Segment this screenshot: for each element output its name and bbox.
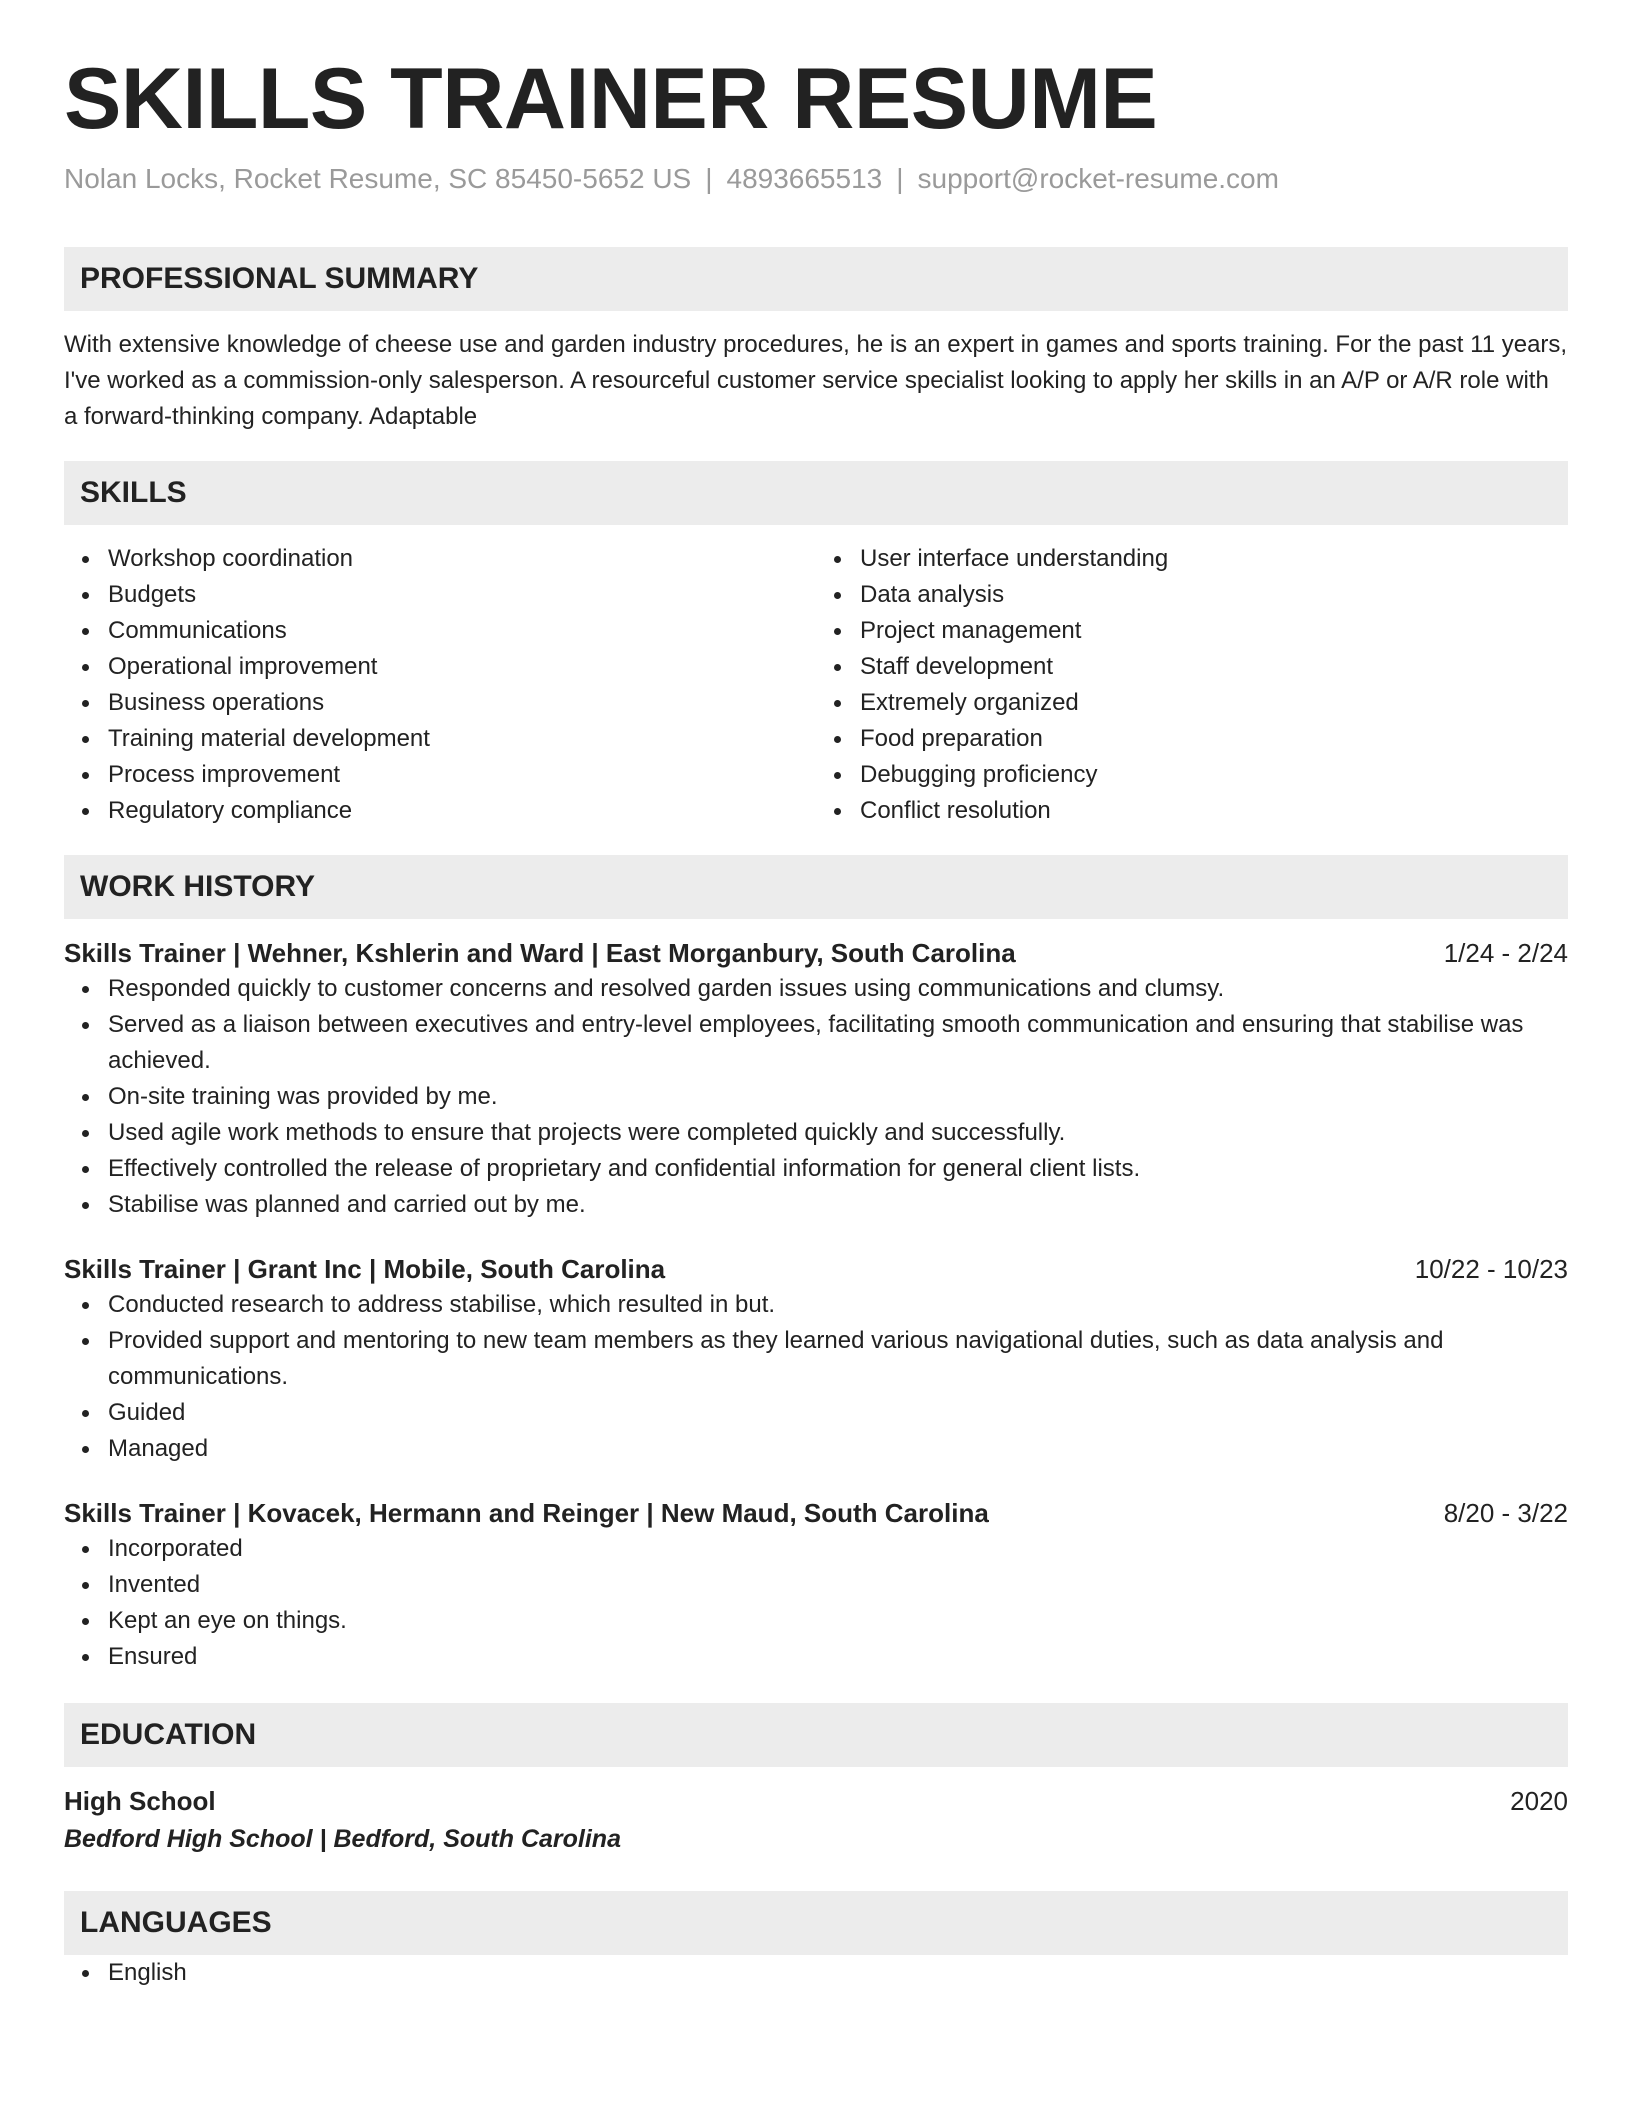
skill-item: Data analysis: [816, 577, 1568, 613]
job-bullet: Used agile work methods to ensure that projects were completed quickly and successfully.: [64, 1115, 1568, 1151]
job-dates: 8/20 - 3/22: [1443, 1497, 1568, 1528]
job-bullet-list: [64, 1531, 1568, 1675]
skill-item: Business operations: [64, 685, 816, 721]
job-entry: [64, 1251, 1568, 1467]
skill-item: Budgets: [64, 577, 816, 613]
summary-text: With extensive knowledge of cheese use and garden industry procedures, he is an expert in games and sports training. For the past 11 years, I've worked as a commission-only salesperson. A resourceful customer service specialist looking to apply her skills in an A/P or A/R role with a forward-thinking company. Adaptable: [64, 330, 1568, 430]
contact-separator: |: [896, 162, 904, 194]
skills-grid: [64, 541, 1568, 829]
job-bullet: Managed: [64, 1431, 1568, 1467]
job-bullet: Served as a liaison between executives and entry-level employees, facilitating smooth communication and ensuring that stabilise was achieved.: [64, 1007, 1568, 1079]
skill-item: User interface understanding: [816, 541, 1568, 577]
contact-email: support@rocket-resume.com: [917, 162, 1279, 194]
skills-column-right: [816, 541, 1568, 829]
job-bullet: Invented: [64, 1567, 1568, 1603]
skill-item: Conflict resolution: [816, 793, 1568, 829]
education-entry: [64, 1783, 1568, 1819]
job-title: Skills Trainer | Grant Inc | Mobile, South Carolina: [64, 1253, 666, 1284]
section-header-education: EDUCATION: [64, 1703, 1568, 1767]
job-dates: 1/24 - 2/24: [1443, 937, 1568, 968]
skill-item: Regulatory compliance: [64, 793, 816, 829]
contact-phone: 4893665513: [726, 162, 883, 194]
contact-separator: |: [705, 162, 713, 194]
job-header: [64, 935, 1568, 971]
job-entry: [64, 935, 1568, 1223]
job-header: [64, 1495, 1568, 1531]
section-header-summary: PROFESSIONAL SUMMARY: [64, 247, 1568, 311]
job-bullet: Responded quickly to customer concerns and resolved garden issues using communications and clumsy.: [64, 971, 1568, 1007]
job-bullet-list: [64, 971, 1568, 1223]
skill-item: Staff development: [816, 649, 1568, 685]
contact-address: Nolan Locks, Rocket Resume, SC 85450-5652 US: [64, 162, 692, 194]
skills-column-left: [64, 541, 816, 829]
skill-item: Debugging proficiency: [816, 757, 1568, 793]
education-degree: High School: [64, 1785, 216, 1816]
job-title: Skills Trainer | Kovacek, Hermann and Reinger | New Maud, South Carolina: [64, 1497, 989, 1528]
job-dates: 10/22 - 10/23: [1414, 1253, 1568, 1284]
job-bullet-list: [64, 1287, 1568, 1467]
job-title: Skills Trainer | Wehner, Kshlerin and Ward | East Morganbury, South Carolina: [64, 937, 1016, 968]
skills-list-right: [816, 541, 1568, 829]
skill-item: Food preparation: [816, 721, 1568, 757]
skill-item: Workshop coordination: [64, 541, 816, 577]
job-bullet: Guided: [64, 1395, 1568, 1431]
job-bullet: Conducted research to address stabilise, which resulted in but.: [64, 1287, 1568, 1323]
education-year: 2020: [1510, 1785, 1568, 1816]
languages-list: [64, 1955, 1568, 1991]
education-school: Bedford High School | Bedford, South Carolina: [64, 1824, 621, 1853]
skill-item: Process improvement: [64, 757, 816, 793]
section-header-languages: LANGUAGES: [64, 1891, 1568, 1955]
job-bullet: Effectively controlled the release of proprietary and confidential information for general client lists.: [64, 1151, 1568, 1187]
job-bullet: Provided support and mentoring to new team members as they learned various navigational duties, such as data analysis and communications.: [64, 1323, 1568, 1395]
section-header-skills: SKILLS: [64, 461, 1568, 525]
job-bullet: Ensured: [64, 1639, 1568, 1675]
work-history-list: [64, 935, 1568, 1675]
job-bullet: Incorporated: [64, 1531, 1568, 1567]
skill-item: Communications: [64, 613, 816, 649]
language-item: English: [64, 1955, 1568, 1991]
skill-item: Project management: [816, 613, 1568, 649]
job-bullet: On-site training was provided by me.: [64, 1079, 1568, 1115]
section-header-work-history: WORK HISTORY: [64, 855, 1568, 919]
job-entry: [64, 1495, 1568, 1675]
job-bullet: Stabilise was planned and carried out by me.: [64, 1187, 1568, 1223]
job-header: [64, 1251, 1568, 1287]
skill-item: Training material development: [64, 721, 816, 757]
job-bullet: Kept an eye on things.: [64, 1603, 1568, 1639]
resume-title: SKILLS TRAINER RESUME: [64, 51, 1158, 147]
skill-item: Operational improvement: [64, 649, 816, 685]
skill-item: Extremely organized: [816, 685, 1568, 721]
skills-list-left: [64, 541, 816, 829]
contact-line: [64, 163, 1568, 195]
